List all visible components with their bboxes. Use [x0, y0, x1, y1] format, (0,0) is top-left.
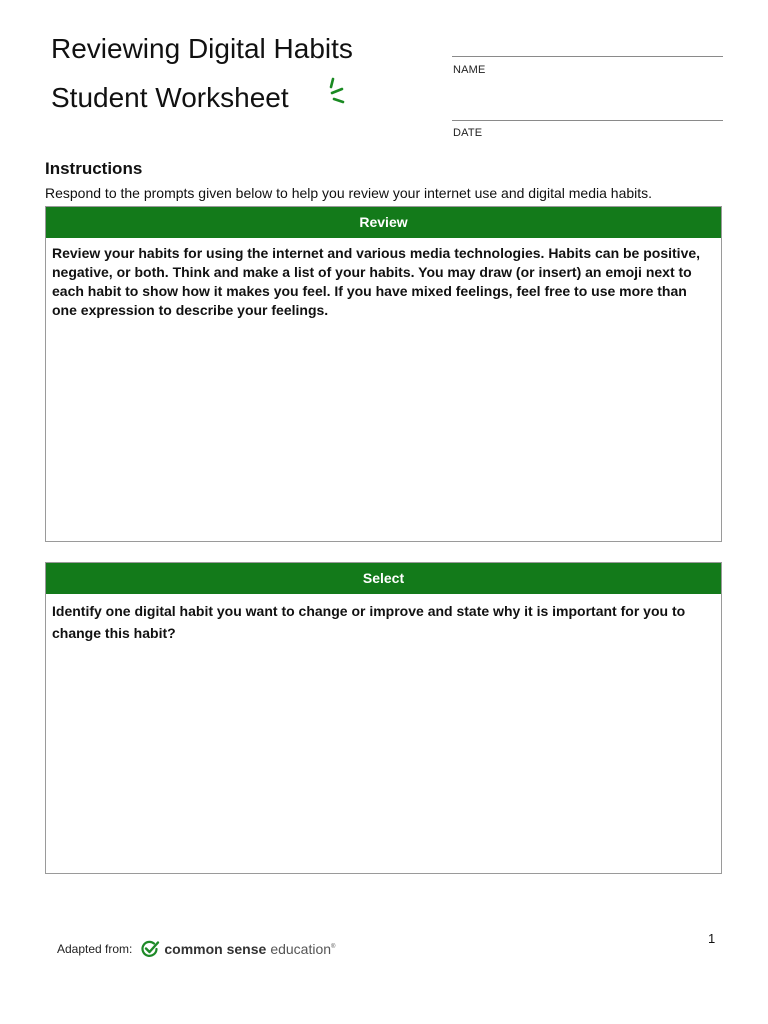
- instructions-text: Respond to the prompts given below to help you review your internet use and digital media habits.: [45, 185, 653, 201]
- select-prompt: Identify one digital habit you want to change or improve and state why it is important for you to change this habit?: [52, 603, 686, 641]
- select-header: Select: [46, 563, 721, 594]
- select-section[interactable]: [45, 562, 722, 874]
- review-prompt: Review your habits for using the internet and various media technologies. Habits can be positive, negative, or both. Think and make a list of your habits. You may draw (or insert) an emoji next to each habit to show how it makes you feel. If you have mixed feelings, feel free to use more than one expression to describe your feelings.: [52, 245, 701, 318]
- adapted-from-label: Adapted from:: [57, 942, 133, 956]
- date-label: DATE: [453, 127, 483, 139]
- page-title-line-1: Reviewing Digital Habits: [51, 33, 353, 64]
- review-section[interactable]: [45, 206, 722, 542]
- name-field-line[interactable]: [452, 56, 723, 57]
- date-field-line[interactable]: [452, 120, 723, 121]
- checkmark-logo-icon: [140, 940, 160, 958]
- trademark-mark: ®: [331, 944, 336, 950]
- page-title-line-2: Student Worksheet: [51, 82, 289, 113]
- sparkle-icon: [328, 76, 350, 106]
- name-label: NAME: [453, 64, 486, 76]
- brand-name-bold: common sense: [164, 941, 267, 957]
- review-header: Review: [46, 207, 721, 238]
- footer-attribution: [57, 939, 335, 959]
- instructions-heading: Instructions: [45, 159, 143, 178]
- page-number: 1: [708, 931, 716, 946]
- brand-name-light: education: [270, 941, 332, 957]
